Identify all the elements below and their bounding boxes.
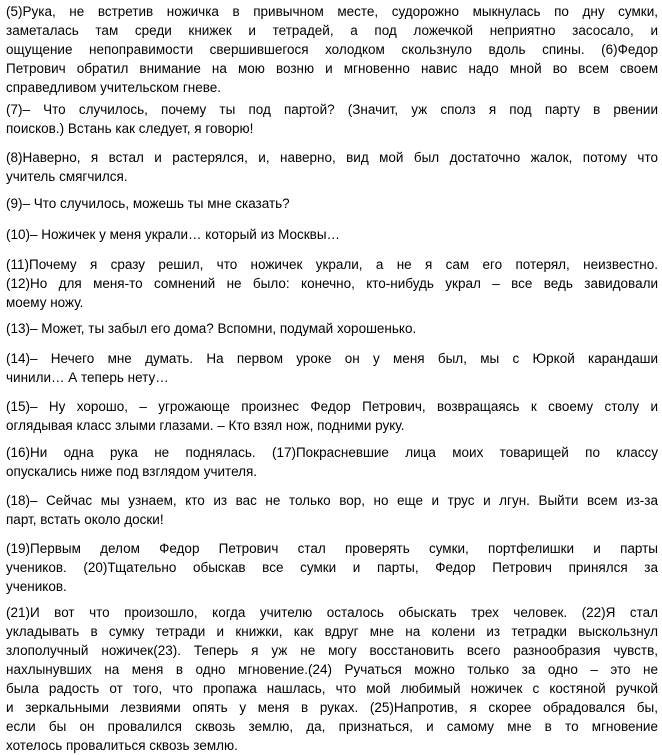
paragraph (6, 539, 658, 596)
text-line: (11)Почему я сразу решил, что ножичек украли, а не я сам его потерял, неизвестно. (6, 257, 658, 272)
text-line: (15)– Ну хорошо, – угрожающе произнес Федор Петрович, возвращаясь к своему столу и (6, 399, 658, 414)
paragraph (6, 397, 658, 435)
text-line: учитель смягчился. (6, 169, 128, 184)
text-line: опускались ниже под взглядом учителя. (6, 464, 258, 479)
text-line: (5)Рука, не встретив ножичка в привычном месте, судорожно мыкнулась по дну сумки, (6, 4, 658, 19)
text-line: если бы он провалился сквозь землю, да, признаться, и самому мне в то мгновение (6, 719, 658, 734)
text-line: (14)– Нечего мне думать. На первом уроке он у меня был, мы с Юркой карандаши (6, 351, 658, 366)
paragraph (6, 603, 658, 755)
paragraph (6, 319, 658, 338)
text-line: (9)– Что случилось, можешь ты мне сказать? (6, 196, 290, 211)
paragraph (6, 491, 658, 529)
text-line: (7)– Что случилось, почему ты под партой? (Значит, уж сполз я под парту в рвении (6, 102, 658, 117)
text-line: (10)– Ножичек у меня украли… который из Москвы… (6, 227, 341, 242)
text-line: (19)Первым делом Федор Петрович стал проверять сумки, портфелишки и парты (6, 541, 658, 556)
text-line: моему ножу. (6, 295, 84, 310)
paragraph (6, 443, 658, 481)
text-line: (13)– Может, ты забыл его дома? Вспомни, подумай хорошенько. (6, 321, 417, 336)
text-line: учеников. (20)Тщательно обыскав все сумки и парты, Федор Петрович принялся за (6, 560, 658, 575)
paragraph (6, 100, 658, 138)
paragraph (6, 2, 658, 97)
paragraph (6, 148, 658, 186)
text-line: злополучный ножичек(23). Теперь я уж не могу восстановить всего разнообразия чувств, (6, 643, 658, 658)
text-line: и зеркальными лезвиями опять у меня в руках. (25)Напротив, я скорее обрадовался бы, (6, 700, 658, 715)
text-line: хотелось провалиться сквозь землю. (6, 738, 238, 753)
text-line: поисков.) Встань как следует, я говорю! (6, 121, 254, 136)
text-line: (12)Но для меня-то сомнений не было: конечно, кто-нибудь украл – все ведь завидовали (6, 276, 658, 291)
text-line: оглядывая класс злыми глазами. – Кто взял нож, подними руку. (6, 418, 405, 433)
paragraph (6, 349, 658, 387)
text-line: (18)– Сейчас мы узнаем, кто из вас не только вор, но еще и трус и лгун. Выйти всем из-за (6, 493, 658, 508)
paragraph (6, 194, 658, 213)
text-line: Петрович обратил внимание на мою возню и мгновенно навис надо мной во всем своем (6, 61, 658, 76)
text-line: была радость от того, что пропажа нашлась, что мой любимый ножичек с костяной ручкой (6, 681, 658, 696)
text-line: ощущение непоправимости свершившегося холодком скользнуло вдоль спины. (6)Федор (6, 42, 658, 57)
text-line: заметалась там среди книжек и тетрадей, а под ложечкой неприятно засосало, и (6, 23, 658, 38)
text-line: чинили… А теперь нету… (6, 370, 169, 385)
text-line: парт, встать около доски! (6, 512, 164, 527)
paragraph (6, 225, 658, 244)
text-line: нахлынувших на меня в одно мгновение.(24) Ручаться можно только за одно – это не (6, 662, 658, 677)
paragraph (6, 255, 658, 312)
text-line: (21)И вот что произошло, когда учителю осталось обыскать трех человек. (22)Я стал (6, 605, 658, 620)
text-line: (8)Наверно, я встал и растерялся, и, наверно, вид мой был достаточно жалок, потому что (6, 150, 658, 165)
text-line: справедливом учительском гневе. (6, 80, 222, 95)
text-line: (16)Ни одна рука не поднялась. (17)Покрасневшие лица моих товарищей по классу (6, 445, 658, 460)
text-line: укладывать в сумку тетради и книжки, как вдруг мне на колени из тетрадки выскользнул (6, 624, 658, 639)
text-line: учеников. (6, 579, 67, 594)
